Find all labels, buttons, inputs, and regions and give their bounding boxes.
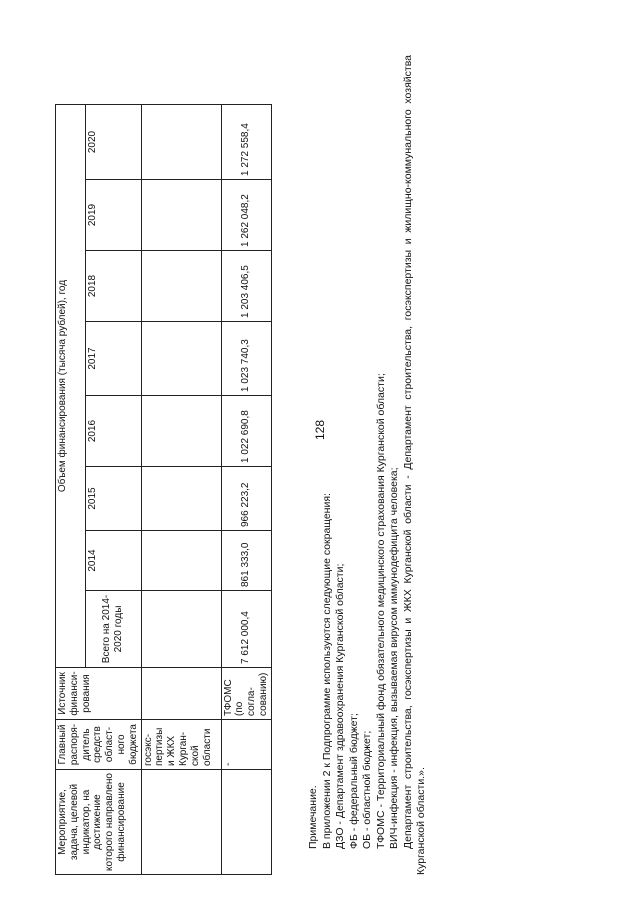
notes bbox=[307, 55, 429, 875]
total-cell: 7 612 000,4 bbox=[221, 591, 271, 668]
header-year: 2019 bbox=[85, 180, 141, 251]
value-cell: 966 223,2 bbox=[221, 467, 271, 531]
financing-table bbox=[55, 104, 272, 875]
note-line: ВИЧ-инфекция - инфекция, вызываемая вирусом иммунодефицита человека; bbox=[388, 467, 400, 849]
value-cell: 1 262 048,2 bbox=[221, 180, 271, 251]
header-year: 2014 bbox=[85, 531, 141, 591]
header-total: Всего на 2014-2020 годы bbox=[85, 591, 141, 668]
executor-cell: госэкс- пертизы и ЖКХ Курган- ской области bbox=[141, 720, 221, 770]
note-line: ОБ - областной бюджет; bbox=[361, 730, 373, 849]
value-cell: 1 022 690,8 bbox=[221, 396, 271, 467]
table-row bbox=[141, 105, 221, 875]
value-cell: 861 333,0 bbox=[221, 531, 271, 591]
rotated-content bbox=[55, 35, 485, 875]
page-number: 128 bbox=[313, 419, 327, 441]
executor-cell: - bbox=[221, 720, 271, 770]
header-year: 2020 bbox=[85, 105, 141, 180]
value-cell: 1 023 740,3 bbox=[221, 322, 271, 396]
header-year: 2015 bbox=[85, 467, 141, 531]
note-line: ТФОМС - Территориальный фонд обязательного медицинского страхования Курганской области; bbox=[374, 373, 387, 849]
note-line: ДЗО - Департамент здравоохранения Курганской области; bbox=[334, 563, 346, 849]
header-volume: Объем финансирования (тысяча рублей), год bbox=[56, 105, 86, 668]
notes-title: Примечание. bbox=[307, 785, 319, 849]
table-row bbox=[221, 105, 271, 875]
note-line: ФБ - федеральный бюджет; bbox=[347, 713, 360, 849]
header-year: 2017 bbox=[85, 322, 141, 396]
notes-intro: В приложении 2 к Подпрограмме используются следующие сокращения: bbox=[320, 493, 333, 849]
header-executor: Главный распоря- дитель средств област- ного бюджета bbox=[56, 720, 142, 770]
note-line-last: Департамент строительства, госэкспертизы и ЖКХ Курганской области - Департамент строительства, госэкспертизы и жилищно-коммунального хозяйства Курганской области.». bbox=[401, 55, 427, 875]
source-cell: ТФОМС (по согла- сованию) bbox=[221, 668, 271, 720]
header-source: Источник финанси- рования bbox=[56, 668, 142, 720]
header-measure: Мероприятие, задача, целевой индикатор, на достижение которого направлено финансирование bbox=[56, 770, 142, 875]
header-year: 2016 bbox=[85, 396, 141, 467]
header-year: 2018 bbox=[85, 251, 141, 322]
value-cell: 1 272 558,4 bbox=[221, 105, 271, 180]
value-cell: 1 203 406,5 bbox=[221, 251, 271, 322]
table-header-row bbox=[56, 105, 86, 875]
